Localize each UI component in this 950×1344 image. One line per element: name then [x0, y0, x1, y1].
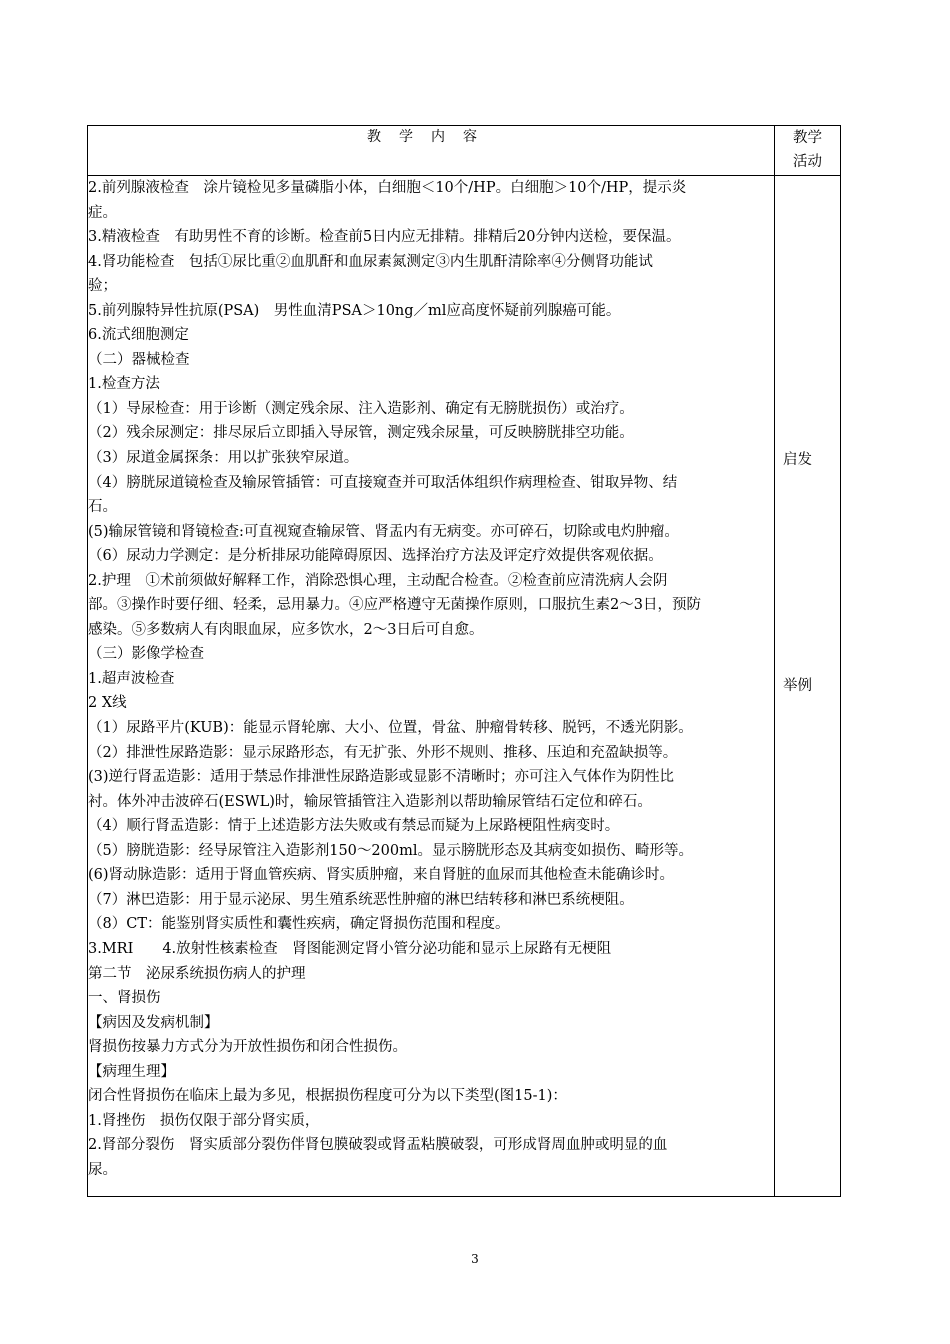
content-line: 6.流式细胞测定: [88, 327, 189, 344]
content-line: （7）淋巴造影：用于显示泌尿、男生殖系统恶性肿瘤的淋巴结转移和淋巴系统梗阻。: [88, 891, 634, 908]
header-teaching-content: 教学内容: [88, 126, 775, 176]
content-line: （二）器械检查: [88, 351, 190, 368]
content-line: （6）尿动力学测定：是分析排尿功能障碍原因、选择治疗方法及评定疗效提供客观依据。: [88, 548, 663, 565]
content-line: 1.检查方法: [88, 376, 160, 393]
content-line: （3）尿道金属探条：用以扩张狭窄尿道。: [88, 450, 359, 467]
header-teaching-activity: [775, 126, 841, 176]
lesson-plan-table: [87, 125, 841, 1197]
activity-cell: [775, 176, 841, 1197]
content-line: 闭合性肾损伤在临床上最为多见，根据损伤程度可分为以下类型(图15-1)：: [88, 1088, 567, 1105]
content-line: 2.前列腺液检查 涂片镜检见多量磷脂小体，白细胞＜10个/HP。白细胞＞10个/HP，提示炎: [88, 180, 687, 196]
content-line: (6)肾动脉造影：适用于肾血管疾病、肾实质肿瘤，来自肾脏的血尿而其他检查未能确诊时。: [88, 867, 675, 884]
body-row: [88, 176, 841, 1197]
content-line: (3)逆行肾盂造影：适用于禁忌作排泄性尿路造影或显影不清晰时；亦可注入气体作为阴性比: [88, 769, 675, 786]
content-line: （8）CT：能鉴别肾实质性和囊性疾病，确定肾损伤范围和程度。: [88, 916, 510, 933]
header-activity-line1: 教学: [793, 130, 822, 146]
content-line: 1.超声波检查: [88, 670, 175, 687]
content-line: 石。: [88, 499, 117, 516]
header-activity-line2: 活动: [793, 154, 822, 170]
content-line: 5.前列腺特异性抗原(PSA) 男性血清PSA＞10ng／ml应高度怀疑前列腺癌可能。: [88, 302, 621, 319]
content-line: （2）排泄性尿路造影：显示尿路形态，有无扩张、外形不规则、推移、压迫和充盈缺损等。: [88, 744, 678, 761]
content-line: （1）导尿检查：用于诊断（测定残余尿、注入造影剂、确定有无膀胱损伤）或治疗。: [88, 400, 634, 417]
content-line: （5）膀胱造影：经导尿管注入造影剂150～200ml。显示膀胱形态及其病变如损伤、畸形等。: [88, 842, 693, 859]
content-line: 尿。: [88, 1161, 117, 1178]
content-line: 1.肾挫伤 损伤仅限于部分肾实质，: [88, 1112, 320, 1129]
content-line: （2）残余尿测定：排尽尿后立即插入导尿管，测定残余尿量，可反映膀胱排空功能。: [88, 425, 634, 442]
content-line: 2.肾部分裂伤 肾实质部分裂伤伴肾包膜破裂或肾盂粘膜破裂，可形成肾周血肿或明显的血: [88, 1137, 668, 1154]
activity-label-inspire: 启发: [783, 452, 812, 468]
activity-label-example: 举例: [783, 678, 812, 694]
content-line: 2 X线: [88, 695, 127, 712]
content-line: 第二节 泌尿系统损伤病人的护理: [88, 965, 306, 982]
content-line: 症。: [88, 204, 117, 221]
header-row: [88, 126, 841, 176]
content-line: 肾损伤按暴力方式分为开放性损伤和闭合性损伤。: [88, 1039, 407, 1056]
content-line: （三）影像学检查: [88, 646, 204, 663]
content-line: 3.精液检查 有助男性不育的诊断。检查前5日内应无排精。排精后20分钟内送检，要保温。: [88, 229, 681, 246]
content-line: 4.肾功能检查 包括①尿比重②血肌酐和血尿素氮测定③内生肌酐清除率④分侧肾功能试: [88, 253, 653, 270]
page-number: 3: [471, 1252, 479, 1266]
content-line: 一、肾损伤: [88, 990, 161, 1007]
content-line: 【病理生理】: [88, 1063, 175, 1080]
content-line: 部。③操作时要仔细、轻柔，忌用暴力。④应严格遵守无菌操作原则，口服抗生素2～3日，预防: [88, 597, 701, 614]
content-line: 验；: [88, 278, 117, 295]
content-line: 衬。体外冲击波碎石(ESWL)时，输尿管插管注入造影剂以帮助输尿管结石定位和碎石。: [88, 793, 652, 810]
content-line: (5)输尿管镜和肾镜检查:可直视窥查输尿管、肾盂内有无病变。亦可碎石，切除或电灼肿瘤。: [88, 523, 679, 540]
content-line: （4）顺行肾盂造影：情于上述造影方法失败或有禁忌而疑为上尿路梗阻性病变时。: [88, 818, 620, 835]
content-line: 感染。⑤多数病人有肉眼血尿，应多饮水，2～3日后可自愈。: [88, 621, 484, 638]
content-line: 【病因及发病机制】: [88, 1014, 219, 1031]
content-line: 3.MRI 4.放射性核素检查 肾图能测定肾小管分泌功能和显示上尿路有无梗阻: [88, 940, 612, 957]
content-line: 2.护理 ①术前须做好解释工作，消除恐惧心理，主动配合检查。②检查前应清洗病人会阴: [88, 572, 668, 589]
content-line: （4）膀胱尿道镜检查及输尿管插管：可直接窥查并可取活体组织作病理检查、钳取异物、结: [88, 474, 678, 491]
content-cell: [88, 176, 775, 1197]
content-line: （1）尿路平片(KUB)：能显示肾轮廓、大小、位置，骨盆、肿瘤骨转移、脱钙，不透光阴影。: [88, 720, 693, 737]
